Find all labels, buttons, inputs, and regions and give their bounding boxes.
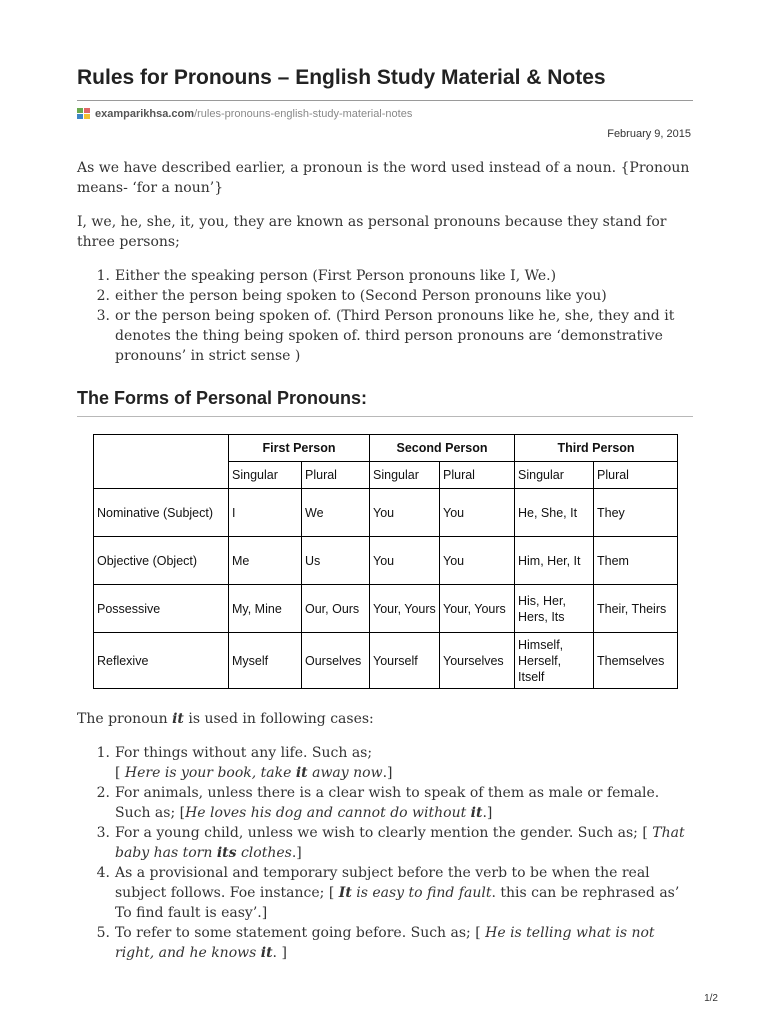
table-row <box>94 633 678 689</box>
intro-paragraph-1: As we have described earlier, a pronoun is the word used instead of a noun. {Pronoun means- ‘for a noun’} <box>77 160 690 196</box>
table-cell: Your, Yours <box>440 585 515 633</box>
list-item: 3. or the person being spoken of. (Third Person pronouns like he, she, they and it denotes the thing being spoken of. third person pronouns are ‘demonstrative pronouns’ in strict sense ) <box>96 308 675 364</box>
table-cell: He, She, It <box>515 489 594 537</box>
table-row-label: Nominative (Subject) <box>94 489 229 537</box>
table-row <box>94 489 678 537</box>
source-path[interactable]: /rules-pronouns-english-study-material-notes <box>194 108 413 120</box>
it-cases-list <box>77 743 693 963</box>
source-domain[interactable]: examparikhsa.com <box>95 108 195 120</box>
table-subheader: Singular <box>370 462 440 489</box>
pronoun-forms-table <box>93 434 678 689</box>
table-cell: Our, Ours <box>302 585 370 633</box>
table-cell: My, Mine <box>229 585 302 633</box>
table-cell: Himself, Herself, Itself <box>515 633 594 689</box>
section-heading-forms: The Forms of Personal Pronouns: <box>77 388 368 408</box>
table-cell: Them <box>594 537 678 585</box>
table-subheader: Singular <box>229 462 302 489</box>
table-group-header: Second Person <box>370 435 515 462</box>
table-cell: You <box>440 489 515 537</box>
source-line <box>77 107 412 121</box>
table-cell: You <box>440 537 515 585</box>
list-item: 4. As a provisional and temporary subject before the verb to be when the real subject follows. Foe instance; [ It is easy to find fault. this can be rephrased as’ To find fault is easy’.] <box>96 865 680 921</box>
table-cell: Their, Theirs <box>594 585 678 633</box>
table-group-header: Third Person <box>515 435 678 462</box>
table-cell: Your, Yours <box>370 585 440 633</box>
it-keyword: it <box>172 711 184 727</box>
page-number: 1/2 <box>704 993 718 1004</box>
it-intro-paragraph: The pronoun it is used in following cases: <box>77 711 374 727</box>
table-row-label: Possessive <box>94 585 229 633</box>
site-favicon-icon <box>77 108 91 120</box>
table-subheader: Singular <box>515 462 594 489</box>
table-row <box>94 585 678 633</box>
table-corner-cell <box>94 435 229 489</box>
table-subheader: Plural <box>594 462 678 489</box>
list-item: 3. For a young child, unless we wish to clearly mention the gender. Such as; [ That baby has torn its clothes.] <box>96 825 685 861</box>
page-title: Rules for Pronouns – English Study Material & Notes <box>77 66 606 89</box>
table-group-header: First Person <box>229 435 370 462</box>
table-cell: Ourselves <box>302 633 370 689</box>
table-subheader: Plural <box>440 462 515 489</box>
list-item: 5. To refer to some statement going before. Such as; [ He is telling what is not right, and he knows it. ] <box>96 925 655 961</box>
table-cell: Yourselves <box>440 633 515 689</box>
title-divider <box>77 100 693 101</box>
table-cell: You <box>370 537 440 585</box>
table-row <box>94 537 678 585</box>
table-cell: Yourself <box>370 633 440 689</box>
table-cell: Us <box>302 537 370 585</box>
list-item: 1. For things without any life. Such as; [ Here is your book, take it away now.] <box>96 745 393 781</box>
list-item: 2. For animals, unless there is a clear wish to speak of them as male or female. Such as; [He loves his dog and cannot do without it.] <box>96 785 660 821</box>
table-cell: You <box>370 489 440 537</box>
table-cell: Themselves <box>594 633 678 689</box>
table-row-label: Objective (Object) <box>94 537 229 585</box>
list-item: 2. either the person being spoken to (Second Person pronouns like you) <box>96 288 607 304</box>
intro-paragraph-2: I, we, he, she, it, you, they are known as personal pronouns because they stand for three persons; <box>77 214 667 250</box>
table-cell: Me <box>229 537 302 585</box>
publish-date: February 9, 2015 <box>607 128 691 140</box>
table-cell: We <box>302 489 370 537</box>
table-cell: I <box>229 489 302 537</box>
table-subheader: Plural <box>302 462 370 489</box>
table-cell: Him, Her, It <box>515 537 594 585</box>
table-cell: His, Her, Hers, Its <box>515 585 594 633</box>
table-row-label: Reflexive <box>94 633 229 689</box>
persons-list <box>77 266 693 366</box>
table-cell: They <box>594 489 678 537</box>
table-cell: Myself <box>229 633 302 689</box>
list-item: 1. Either the speaking person (First Person pronouns like I, We.) <box>96 268 557 284</box>
section-divider <box>77 416 693 417</box>
